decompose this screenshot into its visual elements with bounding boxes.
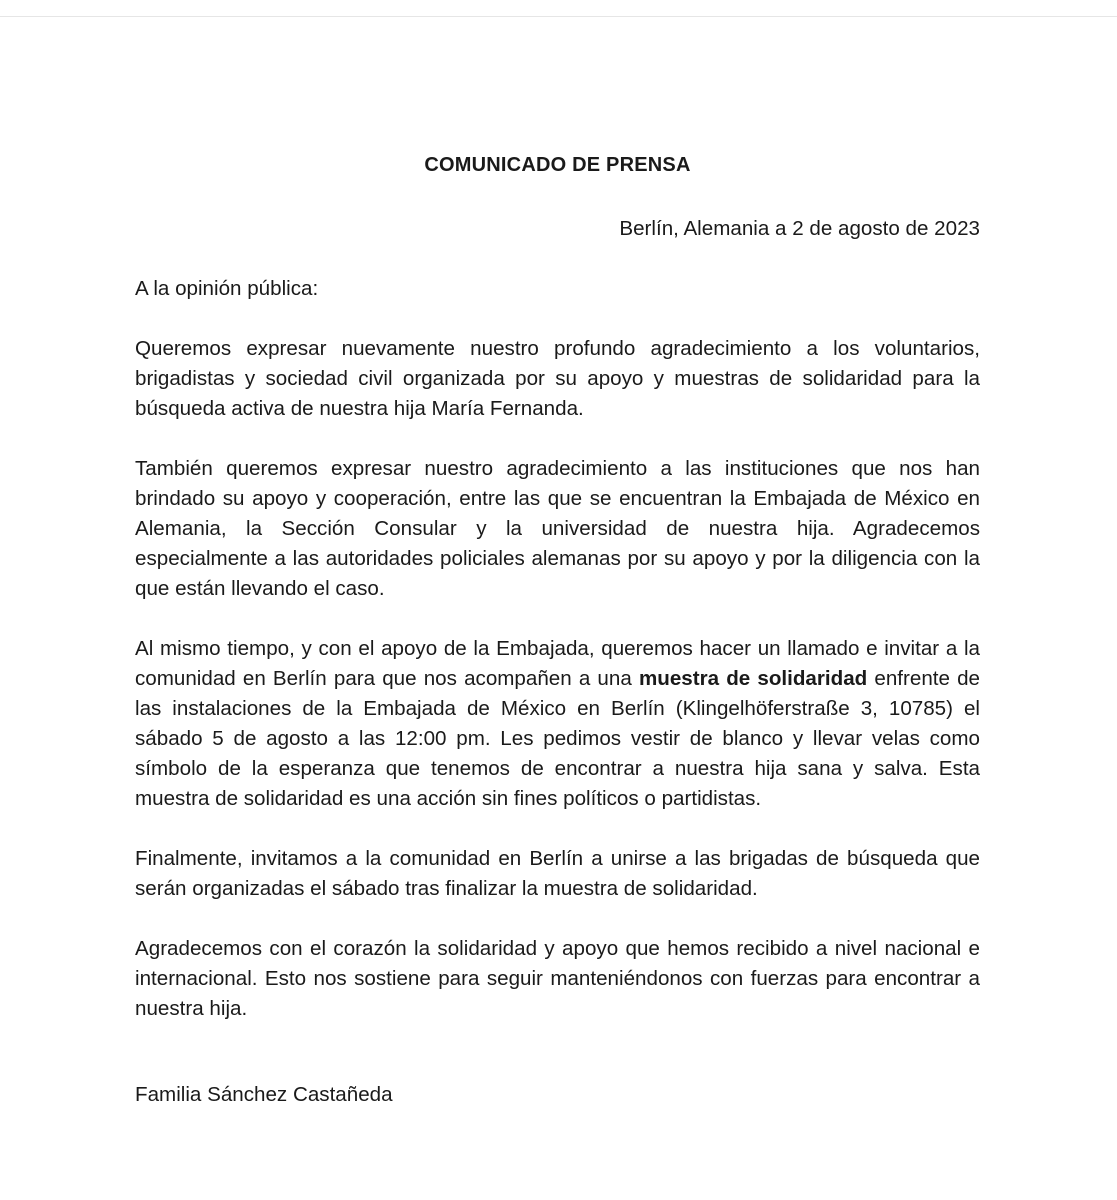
paragraph-gratitude-volunteers: Queremos expresar nuevamente nuestro profundo agradecimiento a los voluntarios, brigadistas y sociedad civil organizada por su apoyo y muestras de solidaridad para la búsqueda activa de nuestra hija María Fernanda. [135, 337, 980, 420]
document-title: COMUNICADO DE PRENSA [424, 154, 691, 176]
paragraph-closing-thanks: Agradecemos con el corazón la solidaridad y apoyo que hemos recibido a nivel nacional e internacional. Esto nos sostiene para seguir manteniéndonos con fuerzas para encontrar a nuestra hija. [135, 937, 980, 1020]
paragraph-text: Al mismo tiempo, y con el apoyo de la Embajada, queremos hacer un llamado e invitar a la comunidad en Berlín para que nos acompañen a una [135, 637, 980, 690]
paragraph-gratitude-institutions: También queremos expresar nuestro agradecimiento a las instituciones que nos han brindado su apoyo y cooperación, entre las que se encuentran la Embajada de México en Alemania, la Sección Consular y la universidad de nuestra hija. Agradecemos especialmente a las autoridades policiales alemanas por su apoyo y por la diligencia con la que están llevando el caso. [135, 457, 980, 600]
top-divider [0, 16, 1117, 17]
paragraph-search-brigades: Finalmente, invitamos a la comunidad en Berlín a unirse a las brigadas de búsqueda que serán organizadas el sábado tras finalizar la muestra de solidaridad. [135, 847, 980, 900]
salutation: A la opinión pública: [135, 277, 319, 300]
emphasis-text: muestra de solidaridad [638, 667, 868, 690]
paragraph-text: enfrente de las instalaciones de la Embajada de México en Berlín (Klingelhöferstraße 3, 10785) el sábado 5 de agosto a las 12:00 pm. Les pedimos vestir de blanco y llevar velas como símbolo de la esperanza que tenemos de encontrar a nuestra hija sana y salva. Esta muestra de solidaridad es una acción sin fines políticos o partidistas. [135, 667, 980, 810]
signature: Familia Sánchez Castañeda [135, 1083, 393, 1106]
paragraph-solidarity-invitation [135, 634, 980, 814]
press-release-document [135, 150, 980, 1110]
date-line: Berlín, Alemania a 2 de agosto de 2023 [619, 217, 980, 240]
